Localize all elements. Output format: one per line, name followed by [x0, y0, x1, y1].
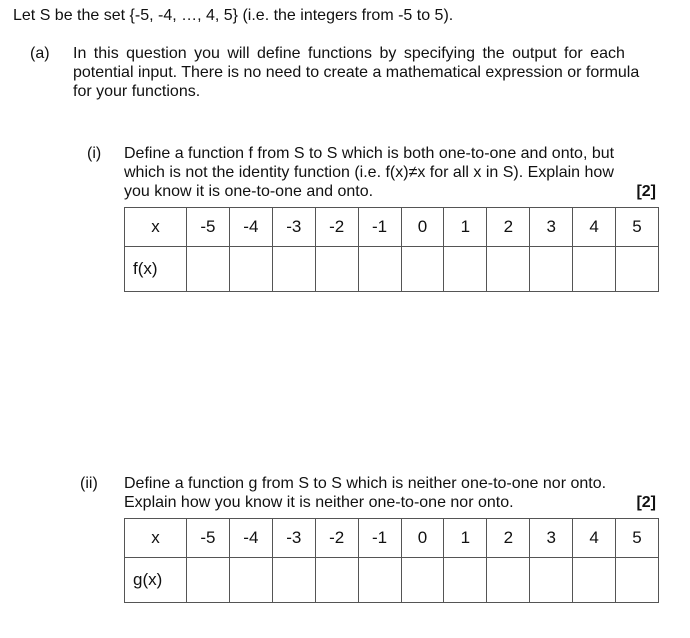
- part-a-label: (a): [30, 45, 50, 62]
- fx-answer-cell[interactable]: [444, 247, 487, 292]
- fx-answer-cell[interactable]: [358, 247, 401, 292]
- part-ii-marks: [2]: [636, 494, 656, 511]
- x-value-cell: 4: [573, 519, 616, 558]
- gx-answer-cell[interactable]: [487, 558, 530, 603]
- table-row: [125, 247, 659, 292]
- gx-header-cell: g(x): [125, 558, 187, 603]
- fx-answer-cell[interactable]: [187, 247, 230, 292]
- part-i-line-3-text: you know it is one-to-one and onto.: [124, 183, 374, 200]
- part-ii-label: (ii): [80, 475, 98, 492]
- gx-answer-cell[interactable]: [616, 558, 659, 603]
- gx-answer-cell[interactable]: [444, 558, 487, 603]
- function-g-table: [124, 518, 659, 603]
- part-i-paragraph: [124, 144, 656, 201]
- fx-answer-cell[interactable]: [530, 247, 573, 292]
- x-value-cell: -5: [187, 208, 230, 247]
- table-row: [125, 519, 659, 558]
- part-ii-paragraph: [124, 474, 656, 512]
- table-row: [125, 558, 659, 603]
- gx-answer-cell[interactable]: [573, 558, 616, 603]
- x-value-cell: 1: [444, 208, 487, 247]
- fx-answer-cell[interactable]: [315, 247, 358, 292]
- x-value-cell: 0: [401, 208, 444, 247]
- x-value-cell: -1: [358, 519, 401, 558]
- fx-answer-cell[interactable]: [487, 247, 530, 292]
- part-i-line-3: [124, 182, 656, 201]
- gx-answer-cell[interactable]: [272, 558, 315, 603]
- x-value-cell: 2: [487, 208, 530, 247]
- fx-answer-cell[interactable]: [616, 247, 659, 292]
- gx-answer-cell[interactable]: [530, 558, 573, 603]
- part-i-line-1: Define a function f from S to S which is both one-to-one and onto, but: [124, 145, 615, 162]
- part-i-label: (i): [87, 145, 102, 162]
- intro-text: Let S be the set {-5, -4, …, 4, 5} (i.e. the integers from -5 to 5).: [13, 7, 454, 24]
- fx-answer-cell[interactable]: [229, 247, 272, 292]
- x-value-cell: -3: [272, 208, 315, 247]
- x-value-cell: -4: [229, 519, 272, 558]
- x-value-cell: 0: [401, 519, 444, 558]
- gx-answer-cell[interactable]: [358, 558, 401, 603]
- table-row: [125, 208, 659, 247]
- x-value-cell: -4: [229, 208, 272, 247]
- part-a-paragraph: [73, 44, 663, 101]
- part-ii-line-2: [124, 493, 656, 512]
- part-a-line-2: potential input. There is no need to create a mathematical expression or formula: [73, 64, 640, 81]
- x-value-cell: -3: [272, 519, 315, 558]
- part-a-line-3: for your functions.: [73, 83, 201, 100]
- fx-header-cell: f(x): [125, 247, 187, 292]
- x-value-cell: -2: [315, 519, 358, 558]
- part-ii-line-1: Define a function g from S to S which is neither one-to-one nor onto.: [124, 475, 607, 492]
- x-value-cell: -1: [358, 208, 401, 247]
- x-value-cell: 3: [530, 519, 573, 558]
- fx-answer-cell[interactable]: [401, 247, 444, 292]
- x-value-cell: 1: [444, 519, 487, 558]
- x-value-cell: 3: [530, 208, 573, 247]
- function-f-table: [124, 207, 659, 292]
- x-header-cell: x: [125, 519, 187, 558]
- x-value-cell: 5: [616, 208, 659, 247]
- fx-answer-cell[interactable]: [573, 247, 616, 292]
- gx-answer-cell[interactable]: [229, 558, 272, 603]
- gx-answer-cell[interactable]: [187, 558, 230, 603]
- gx-answer-cell[interactable]: [315, 558, 358, 603]
- part-a-line-1: In this question you will define functions by specifying the output for each: [73, 45, 625, 62]
- x-header-cell: x: [125, 208, 187, 247]
- part-i-line-2: which is not the identity function (i.e. f(x)≠x for all x in S). Explain how: [124, 164, 614, 181]
- x-value-cell: 2: [487, 519, 530, 558]
- x-value-cell: -5: [187, 519, 230, 558]
- gx-answer-cell[interactable]: [401, 558, 444, 603]
- x-value-cell: 5: [616, 519, 659, 558]
- part-ii-line-2-text: Explain how you know it is neither one-to-one nor onto.: [124, 494, 514, 511]
- x-value-cell: 4: [573, 208, 616, 247]
- part-i-marks: [2]: [636, 183, 656, 200]
- fx-answer-cell[interactable]: [272, 247, 315, 292]
- x-value-cell: -2: [315, 208, 358, 247]
